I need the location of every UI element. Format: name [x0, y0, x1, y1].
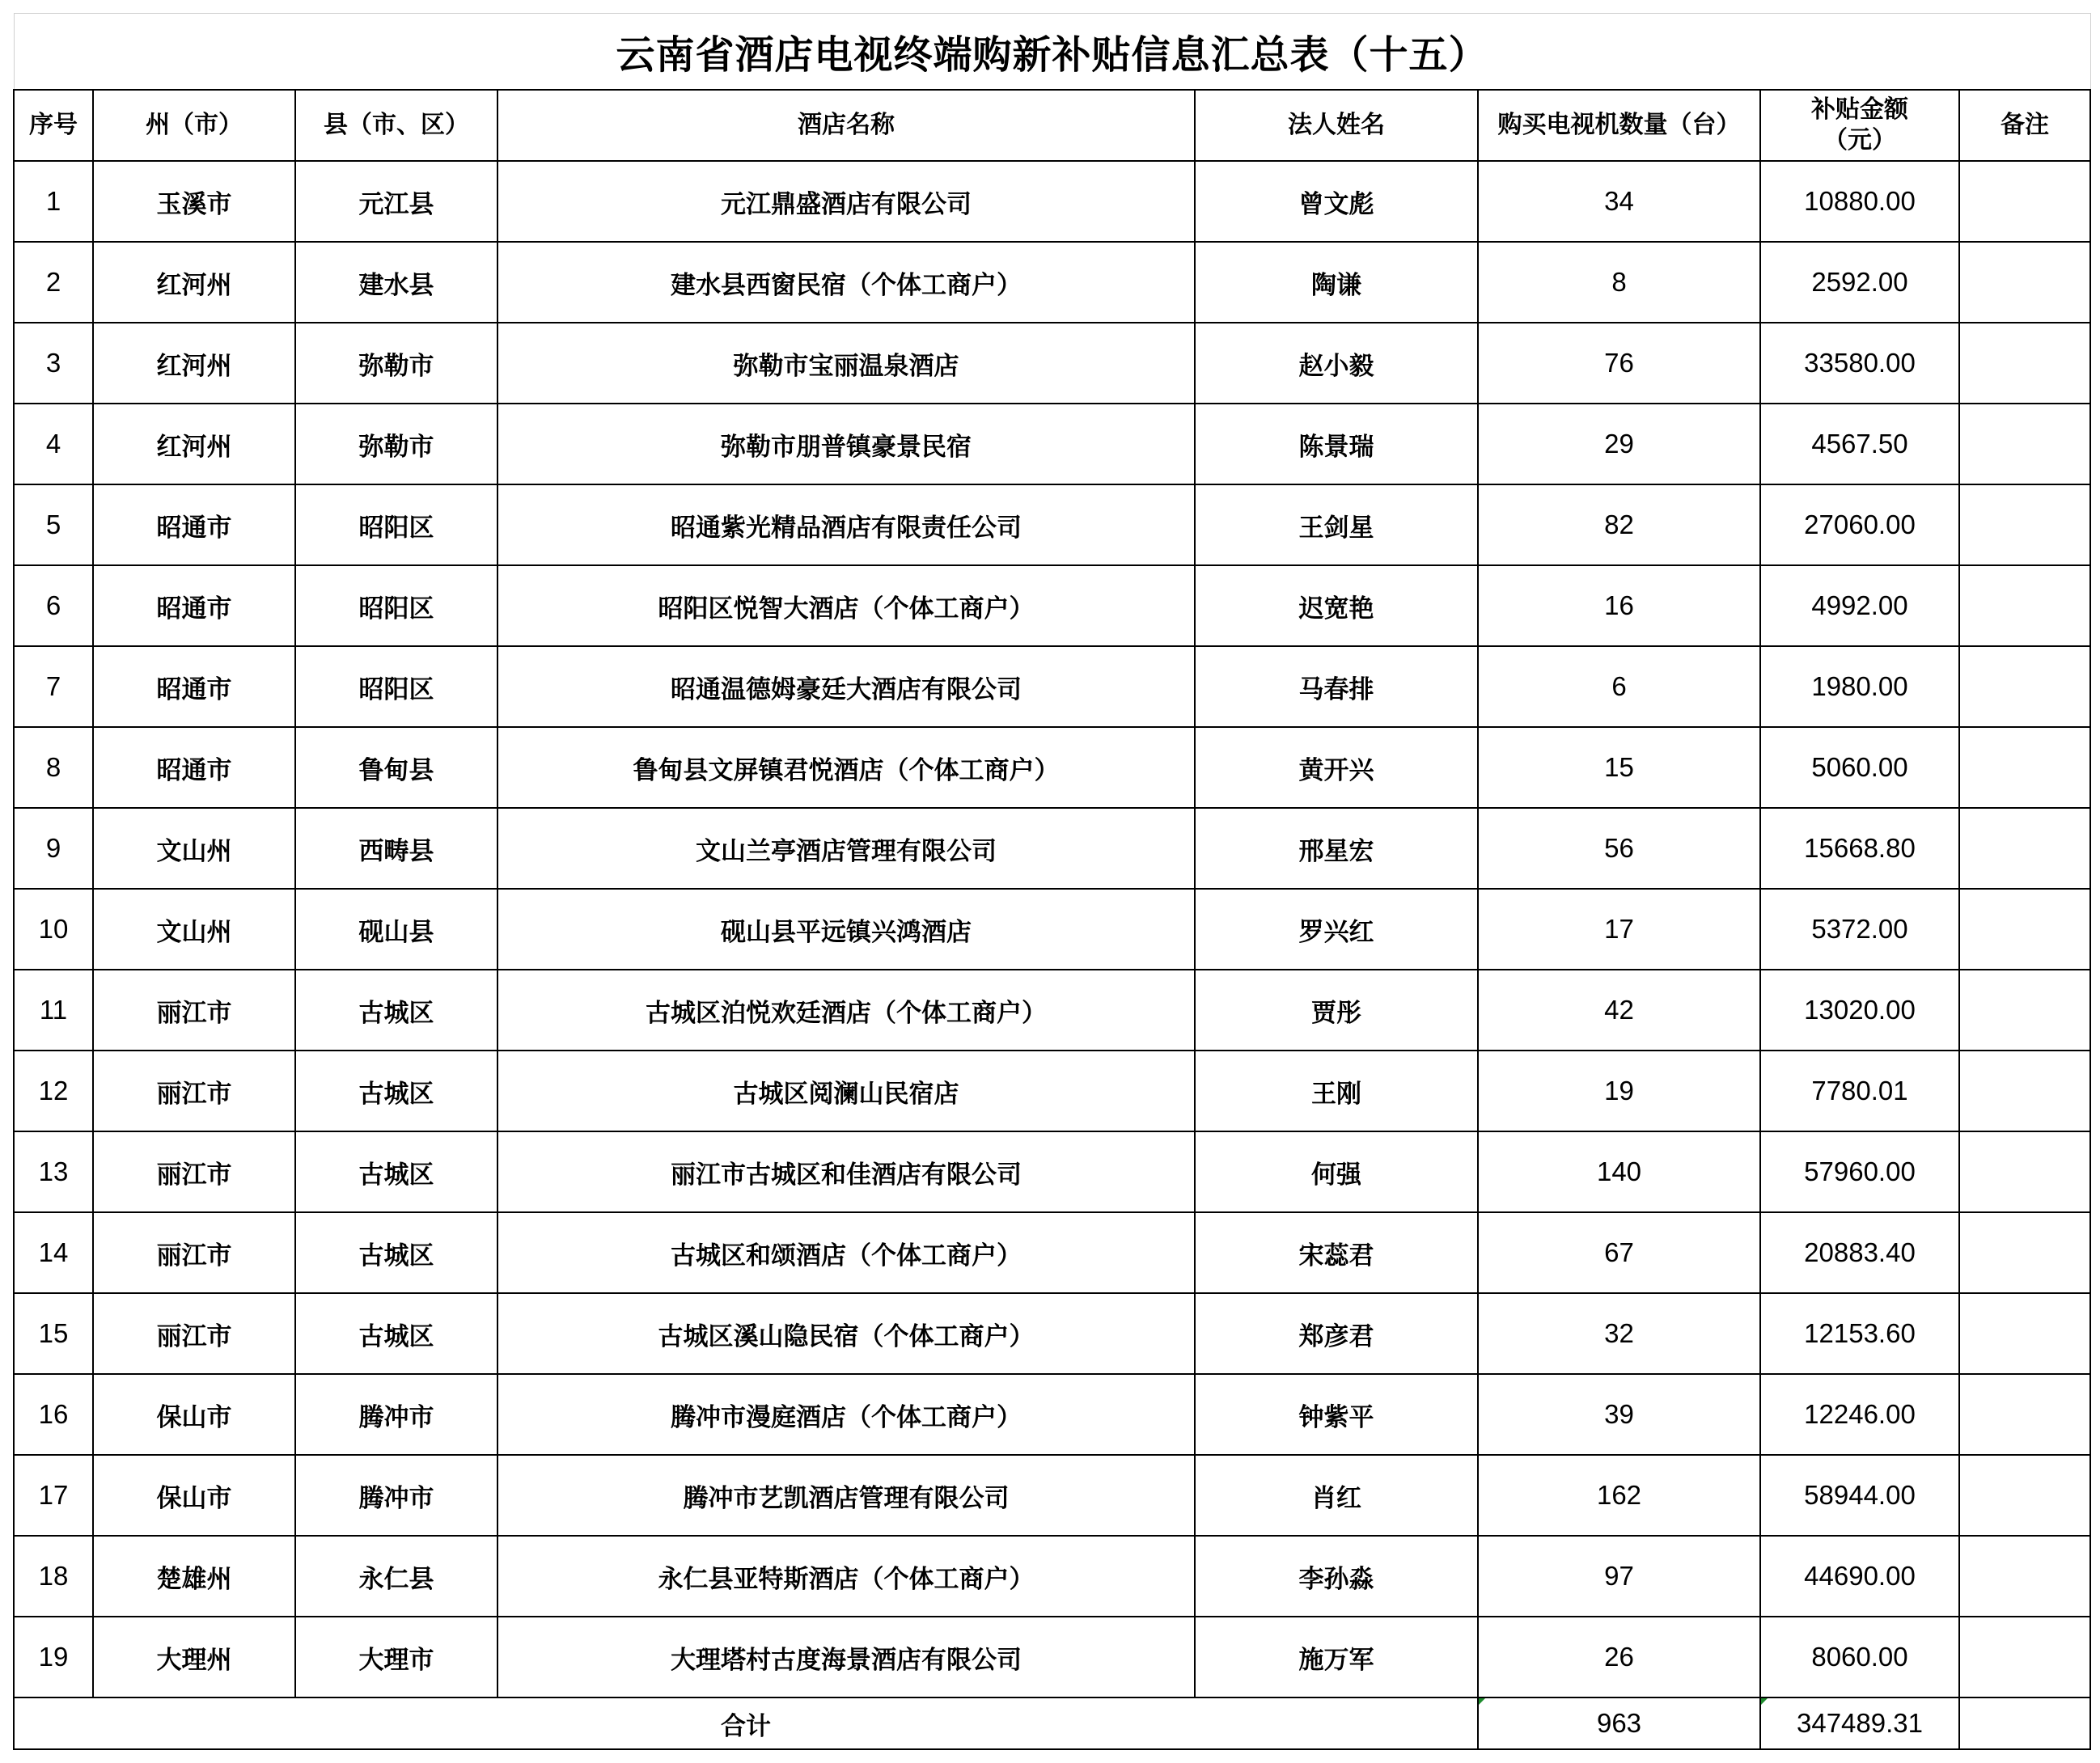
cell-county[interactable]: 昭阳区 [295, 646, 497, 727]
cell-hotel[interactable]: 腾冲市漫庭酒店（个体工商户） [497, 1374, 1195, 1455]
cell-legal-person[interactable]: 黄开兴 [1195, 727, 1478, 808]
cell-prefecture[interactable]: 昭通市 [93, 727, 295, 808]
total-remark[interactable] [1959, 1697, 2090, 1749]
cell-tv-count[interactable]: 32 [1478, 1293, 1760, 1374]
cell-legal-person[interactable]: 曾文彪 [1195, 161, 1478, 242]
cell-remark[interactable] [1959, 161, 2090, 242]
table-body [14, 161, 2090, 1697]
header-seq[interactable]: 序号 [14, 90, 93, 161]
cell-legal-person[interactable]: 罗兴红 [1195, 889, 1478, 970]
cell-tv-count[interactable]: 82 [1478, 484, 1760, 565]
cell-seq[interactable]: 9 [14, 808, 93, 889]
table-title[interactable]: 云南省酒店电视终端购新补贴信息汇总表（十五） [14, 14, 2090, 91]
cell-remark[interactable] [1959, 889, 2090, 970]
cell-hotel[interactable]: 弥勒市宝丽温泉酒店 [497, 323, 1195, 404]
cell-tv-count[interactable]: 26 [1478, 1617, 1760, 1697]
cell-county[interactable]: 建水县 [295, 242, 497, 323]
cell-seq[interactable]: 12 [14, 1051, 93, 1131]
cell-hotel[interactable]: 古城区溪山隐民宿（个体工商户） [497, 1293, 1195, 1374]
cell-county[interactable]: 鲁甸县 [295, 727, 497, 808]
table-row [14, 323, 2090, 404]
header-tv-count[interactable]: 购买电视机数量（台） [1478, 90, 1760, 161]
cell-amount[interactable]: 12246.00 [1760, 1374, 1959, 1455]
cell-amount[interactable]: 12153.60 [1760, 1293, 1959, 1374]
cell-county[interactable]: 昭阳区 [295, 565, 497, 646]
cell-hotel[interactable]: 永仁县亚特斯酒店（个体工商户） [497, 1536, 1195, 1617]
cell-hotel[interactable]: 古城区泊悦欢廷酒店（个体工商户） [497, 970, 1195, 1051]
cell-amount[interactable]: 7780.01 [1760, 1051, 1959, 1131]
cell-tv-count[interactable]: 16 [1478, 565, 1760, 646]
cell-amount[interactable]: 58944.00 [1760, 1455, 1959, 1536]
table-row [14, 1293, 2090, 1374]
cell-prefecture[interactable]: 红河州 [93, 404, 295, 484]
table-row [14, 161, 2090, 242]
cell-county[interactable]: 砚山县 [295, 889, 497, 970]
cell-county[interactable]: 元江县 [295, 161, 497, 242]
cell-prefecture[interactable]: 丽江市 [93, 970, 295, 1051]
header-remark[interactable]: 备注 [1959, 90, 2090, 161]
header-prefecture[interactable]: 州（市） [93, 90, 295, 161]
cell-remark[interactable] [1959, 1131, 2090, 1212]
cell-seq[interactable]: 15 [14, 1293, 93, 1374]
total-amount[interactable]: 347489.31 [1760, 1697, 1959, 1749]
cell-county[interactable]: 弥勒市 [295, 404, 497, 484]
cell-prefecture[interactable]: 保山市 [93, 1455, 295, 1536]
cell-tv-count[interactable]: 17 [1478, 889, 1760, 970]
cell-remark[interactable] [1959, 1617, 2090, 1697]
cell-legal-person[interactable]: 施万军 [1195, 1617, 1478, 1697]
cell-prefecture[interactable]: 丽江市 [93, 1212, 295, 1293]
cell-amount[interactable]: 4992.00 [1760, 565, 1959, 646]
table-row [14, 889, 2090, 970]
cell-seq[interactable]: 19 [14, 1617, 93, 1697]
cell-legal-person[interactable]: 郑彦君 [1195, 1293, 1478, 1374]
cell-legal-person[interactable]: 马春排 [1195, 646, 1478, 727]
cell-hotel[interactable]: 元江鼎盛酒店有限公司 [497, 161, 1195, 242]
cell-seq[interactable]: 8 [14, 727, 93, 808]
table-row [14, 1455, 2090, 1536]
cell-legal-person[interactable]: 迟宽艳 [1195, 565, 1478, 646]
cell-seq[interactable]: 16 [14, 1374, 93, 1455]
cell-hotel[interactable]: 丽江市古城区和佳酒店有限公司 [497, 1131, 1195, 1212]
total-row [14, 1697, 2090, 1749]
cell-seq[interactable]: 17 [14, 1455, 93, 1536]
cell-hotel[interactable]: 昭通紫光精品酒店有限责任公司 [497, 484, 1195, 565]
cell-amount[interactable]: 4567.50 [1760, 404, 1959, 484]
subsidy-table [13, 13, 2091, 1750]
cell-legal-person[interactable]: 王刚 [1195, 1051, 1478, 1131]
cell-county[interactable]: 弥勒市 [295, 323, 497, 404]
cell-tv-count[interactable]: 162 [1478, 1455, 1760, 1536]
cell-amount[interactable]: 57960.00 [1760, 1131, 1959, 1212]
cell-remark[interactable] [1959, 646, 2090, 727]
cell-seq[interactable]: 4 [14, 404, 93, 484]
table-row [14, 1617, 2090, 1697]
cell-county[interactable]: 大理市 [295, 1617, 497, 1697]
cell-hotel[interactable]: 古城区和颂酒店（个体工商户） [497, 1212, 1195, 1293]
cell-hotel[interactable]: 弥勒市朋普镇豪景民宿 [497, 404, 1195, 484]
cell-amount[interactable]: 27060.00 [1760, 484, 1959, 565]
cell-prefecture[interactable]: 楚雄州 [93, 1536, 295, 1617]
table-row [14, 1536, 2090, 1617]
cell-prefecture[interactable]: 丽江市 [93, 1131, 295, 1212]
cell-prefecture[interactable]: 文山州 [93, 808, 295, 889]
cell-remark[interactable] [1959, 1293, 2090, 1374]
cell-hotel[interactable]: 大理塔村古度海景酒店有限公司 [497, 1617, 1195, 1697]
cell-seq[interactable]: 11 [14, 970, 93, 1051]
cell-amount[interactable]: 33580.00 [1760, 323, 1959, 404]
cell-amount[interactable]: 1980.00 [1760, 646, 1959, 727]
cell-tv-count[interactable]: 6 [1478, 646, 1760, 727]
cell-legal-person[interactable]: 贾彤 [1195, 970, 1478, 1051]
cell-remark[interactable] [1959, 1536, 2090, 1617]
cell-tv-count[interactable]: 42 [1478, 970, 1760, 1051]
cell-remark[interactable] [1959, 323, 2090, 404]
cell-county[interactable]: 昭阳区 [295, 484, 497, 565]
table-row [14, 404, 2090, 484]
cell-amount[interactable]: 10880.00 [1760, 161, 1959, 242]
cell-prefecture[interactable]: 昭通市 [93, 646, 295, 727]
cell-tv-count[interactable]: 76 [1478, 323, 1760, 404]
title-row [14, 14, 2090, 91]
cell-remark[interactable] [1959, 1212, 2090, 1293]
cell-tv-count[interactable]: 56 [1478, 808, 1760, 889]
cell-legal-person[interactable]: 邢星宏 [1195, 808, 1478, 889]
cell-tv-count[interactable]: 29 [1478, 404, 1760, 484]
cell-seq[interactable]: 14 [14, 1212, 93, 1293]
table-row [14, 727, 2090, 808]
cell-county[interactable]: 古城区 [295, 1293, 497, 1374]
cell-tv-count[interactable]: 39 [1478, 1374, 1760, 1455]
cell-amount[interactable]: 44690.00 [1760, 1536, 1959, 1617]
spreadsheet-sheet [13, 13, 2089, 1750]
cell-amount[interactable]: 15668.80 [1760, 808, 1959, 889]
table-row [14, 970, 2090, 1051]
cell-tv-count[interactable]: 8 [1478, 242, 1760, 323]
cell-seq[interactable]: 10 [14, 889, 93, 970]
cell-remark[interactable] [1959, 404, 2090, 484]
cell-remark[interactable] [1959, 1374, 2090, 1455]
table-row [14, 808, 2090, 889]
table-row [14, 1212, 2090, 1293]
header-county[interactable]: 县（市、区） [295, 90, 497, 161]
cell-legal-person[interactable]: 何强 [1195, 1131, 1478, 1212]
cell-seq[interactable]: 2 [14, 242, 93, 323]
cell-county[interactable]: 腾冲市 [295, 1374, 497, 1455]
cell-remark[interactable] [1959, 808, 2090, 889]
cell-seq[interactable]: 18 [14, 1536, 93, 1617]
cell-county[interactable]: 西畴县 [295, 808, 497, 889]
table-row [14, 646, 2090, 727]
cell-legal-person[interactable]: 陈景瑞 [1195, 404, 1478, 484]
cell-seq[interactable]: 6 [14, 565, 93, 646]
cell-seq[interactable]: 7 [14, 646, 93, 727]
cell-prefecture[interactable]: 昭通市 [93, 484, 295, 565]
cell-prefecture[interactable]: 红河州 [93, 323, 295, 404]
cell-amount[interactable]: 20883.40 [1760, 1212, 1959, 1293]
cell-remark[interactable] [1959, 1455, 2090, 1536]
cell-legal-person[interactable]: 钟紫平 [1195, 1374, 1478, 1455]
cell-hotel[interactable]: 昭阳区悦智大酒店（个体工商户） [497, 565, 1195, 646]
cell-county[interactable]: 古城区 [295, 1051, 497, 1131]
cell-hotel[interactable]: 古城区阅澜山民宿店 [497, 1051, 1195, 1131]
cell-prefecture[interactable]: 昭通市 [93, 565, 295, 646]
cell-remark[interactable] [1959, 727, 2090, 808]
cell-county[interactable]: 古城区 [295, 1131, 497, 1212]
cell-remark[interactable] [1959, 484, 2090, 565]
cell-amount[interactable]: 5372.00 [1760, 889, 1959, 970]
cell-legal-person[interactable]: 赵小毅 [1195, 323, 1478, 404]
cell-prefecture[interactable]: 大理州 [93, 1617, 295, 1697]
cell-tv-count[interactable]: 140 [1478, 1131, 1760, 1212]
header-legal-person[interactable]: 法人姓名 [1195, 90, 1478, 161]
cell-prefecture[interactable]: 丽江市 [93, 1051, 295, 1131]
table-row [14, 1051, 2090, 1131]
cell-tv-count[interactable]: 19 [1478, 1051, 1760, 1131]
cell-legal-person[interactable]: 肖红 [1195, 1455, 1478, 1536]
cell-amount[interactable]: 13020.00 [1760, 970, 1959, 1051]
cell-hotel[interactable]: 文山兰亭酒店管理有限公司 [497, 808, 1195, 889]
header-amount-line1: 补贴金额 [1811, 95, 1908, 124]
cell-remark[interactable] [1959, 242, 2090, 323]
cell-seq[interactable]: 5 [14, 484, 93, 565]
cell-prefecture[interactable]: 保山市 [93, 1374, 295, 1455]
cell-prefecture[interactable]: 红河州 [93, 242, 295, 323]
cell-legal-person[interactable]: 王剑星 [1195, 484, 1478, 565]
cell-legal-person[interactable]: 宋蕊君 [1195, 1212, 1478, 1293]
cell-amount[interactable]: 2592.00 [1760, 242, 1959, 323]
cell-prefecture[interactable]: 丽江市 [93, 1293, 295, 1374]
cell-remark[interactable] [1959, 970, 2090, 1051]
cell-remark[interactable] [1959, 1051, 2090, 1131]
cell-remark[interactable] [1959, 565, 2090, 646]
table-row [14, 242, 2090, 323]
cell-prefecture[interactable]: 文山州 [93, 889, 295, 970]
total-tv-count[interactable]: 963 [1478, 1697, 1760, 1749]
cell-hotel[interactable]: 砚山县平远镇兴鸿酒店 [497, 889, 1195, 970]
cell-county[interactable]: 腾冲市 [295, 1455, 497, 1536]
header-amount-line2: （元） [1823, 126, 1896, 154]
cell-prefecture[interactable]: 玉溪市 [93, 161, 295, 242]
cell-hotel[interactable]: 建水县西窗民宿（个体工商户） [497, 242, 1195, 323]
cell-legal-person[interactable]: 陶谦 [1195, 242, 1478, 323]
cell-hotel[interactable]: 鲁甸县文屏镇君悦酒店（个体工商户） [497, 727, 1195, 808]
cell-tv-count[interactable]: 67 [1478, 1212, 1760, 1293]
header-amount[interactable] [1760, 90, 1959, 161]
cell-county[interactable]: 永仁县 [295, 1536, 497, 1617]
cell-legal-person[interactable]: 李孙淼 [1195, 1536, 1478, 1617]
table-row [14, 1131, 2090, 1212]
cell-tv-count[interactable]: 34 [1478, 161, 1760, 242]
table-row [14, 484, 2090, 565]
cell-county[interactable]: 古城区 [295, 970, 497, 1051]
table-row [14, 565, 2090, 646]
cell-seq[interactable]: 13 [14, 1131, 93, 1212]
cell-amount[interactable]: 8060.00 [1760, 1617, 1959, 1697]
header-hotel[interactable]: 酒店名称 [497, 90, 1195, 161]
cell-tv-count[interactable]: 97 [1478, 1536, 1760, 1617]
cell-hotel[interactable]: 昭通温德姆豪廷大酒店有限公司 [497, 646, 1195, 727]
cell-seq[interactable]: 3 [14, 323, 93, 404]
cell-county[interactable]: 古城区 [295, 1212, 497, 1293]
cell-seq[interactable]: 1 [14, 161, 93, 242]
cell-amount[interactable]: 5060.00 [1760, 727, 1959, 808]
cell-hotel[interactable]: 腾冲市艺凯酒店管理有限公司 [497, 1455, 1195, 1536]
total-label[interactable]: 合计 [14, 1697, 1478, 1749]
cell-tv-count[interactable]: 15 [1478, 727, 1760, 808]
table-row [14, 1374, 2090, 1455]
header-row [14, 90, 2090, 161]
